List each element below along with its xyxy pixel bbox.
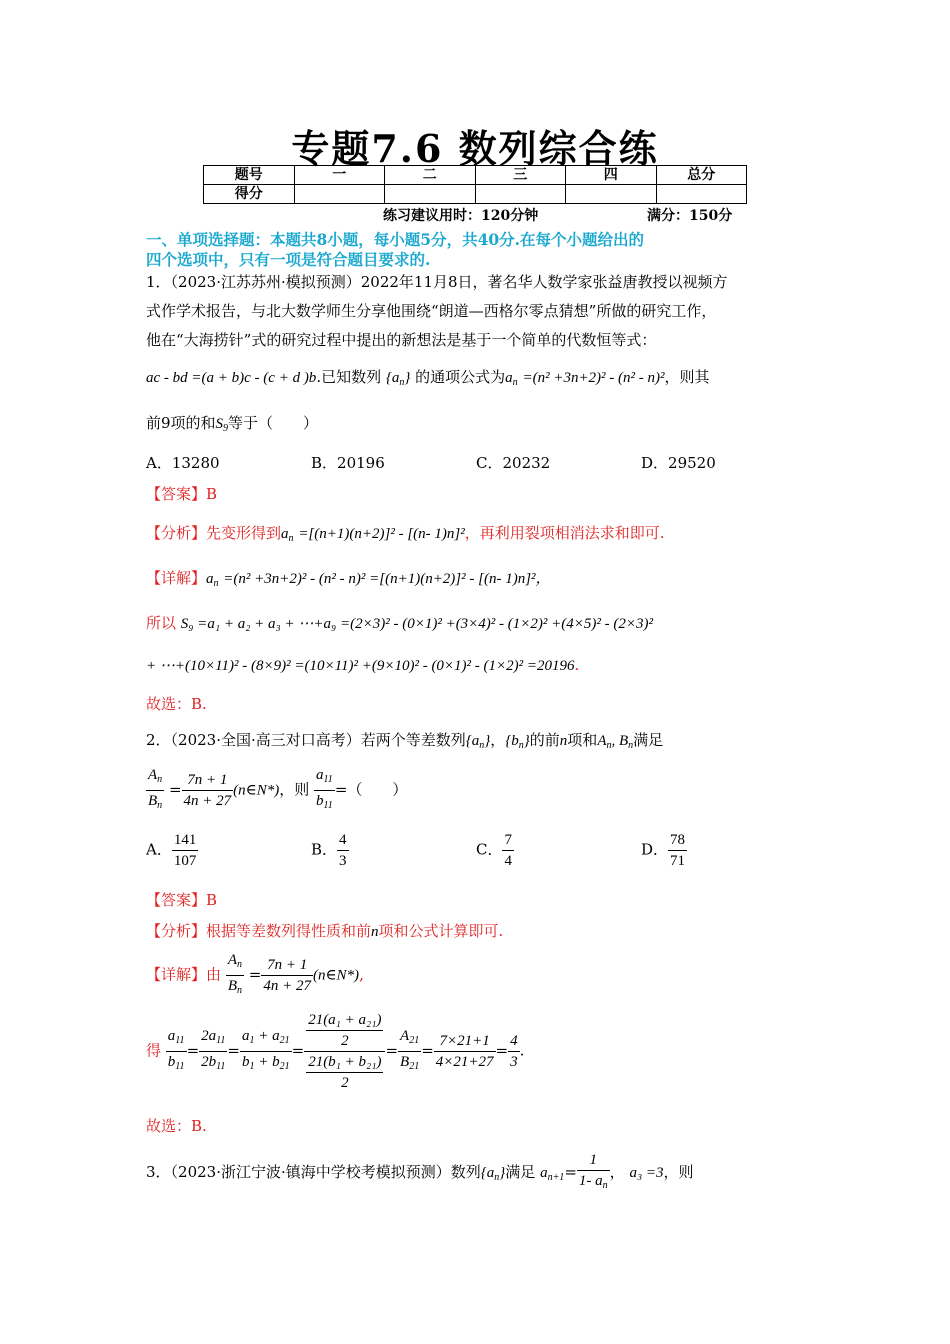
derivation-term: 3 — [510, 1054, 518, 1070]
q2-option-d — [641, 830, 687, 871]
text-span: 3．（2023·浙江宁波·镇海中学校考模拟预测）数列 — [146, 1163, 481, 1181]
derivation-term: 7×21+1 — [434, 1031, 496, 1052]
formula: =(n² +3n+2)² - (n² - n)² =[(n+1)(n+2)]² - [(n- 1)n]²， — [223, 571, 551, 587]
page-title: 专题7.6 数列综合练 — [291, 126, 659, 171]
option-d: D．29520 — [641, 454, 716, 472]
text-span: 先变形得到 — [206, 524, 282, 542]
option-numerator: 78 — [668, 830, 687, 851]
table-cell — [475, 185, 566, 204]
table-cell: 一 — [294, 166, 385, 185]
condition-denominator: 4n + 27 — [263, 978, 311, 994]
option-c: C．20232 — [476, 454, 551, 472]
general-term-formula: =(n² +3n+2)² - (n² - n)² — [522, 370, 665, 386]
q2-answer — [146, 889, 217, 911]
q2-derivation: 得 $\frac{a_{11}}{b_{11}}$ = $\frac{2a_{11}}{2b_{11}}$ = $\frac{a_1 + a_{21}}{b_1 + b_{21}}$ = $\frac{\frac{\text{21(a₁ + a₂₁)}}{2}}{\frac{\text{21(b₁ + b₂₁)}}{2}}$ = $\frac{A_{21}}{B_{21}}$ = $\frac{7\times 21+1}{4\times 21+27}$ = $\frac{4}{3}$ . — [146, 1012, 525, 1091]
q1-text-line: 1．（2023·江苏苏州·模拟预测）2022年11月8日，著名华人数学家张益唐教授以视频方 — [146, 273, 728, 291]
score-table-header — [204, 166, 747, 185]
answer-tag: 【答案】 — [146, 485, 207, 503]
q2-analysis: 【分析】根据等差数列得性质和前n项和公式计算即可. — [146, 922, 504, 940]
text-span: ，再利用裂项相消法求和即可. — [464, 524, 665, 542]
table-cell — [385, 185, 476, 204]
text-span: 由 — [206, 965, 222, 984]
q1-question-line: 前9项的和$S_9$等于（ ） — [146, 414, 319, 434]
text-span: 2．（2023·全国·高三对口高考）若两个等差数列 — [146, 731, 466, 749]
derivation-term: 4 — [508, 1031, 520, 1052]
full-score: 满分：150分 — [647, 208, 733, 224]
analysis-tag: 【分析】 — [146, 524, 207, 542]
text-span: 等于（ ） — [228, 414, 319, 432]
option-label: C． — [476, 840, 503, 859]
q2-condition: $\frac{A_n}{B_n}$ = $\frac{7n + 1}{4n + 27}$ (n∈N*)，则 $\frac{a_{11}}{b_{11}}$ =（ ） — [148, 767, 408, 811]
table-cell — [566, 185, 657, 204]
condition-numerator: 7n + 1 — [182, 770, 234, 791]
q1-detail: 【详解】$a_n =(n^2 +3n+2)^2 - (n^2 - n)^2 =[(n+1)(n+2)]^2 - [(n-$ 1)n]²， — [146, 569, 551, 589]
section-line: 一、单项选择题：本题共8小题，每小题5分，共40分.在每个小题给出的 — [146, 230, 645, 249]
option-denominator: 71 — [670, 853, 686, 869]
answer-value: B — [206, 891, 218, 909]
derivation-term: 21(b₁ + b₂₁) — [306, 1052, 383, 1073]
condition-numerator: 7n + 1 — [261, 955, 313, 976]
option-numerator: 4 — [337, 830, 349, 851]
derivation-term: 4×21+27 — [435, 1054, 494, 1070]
q1-answer — [146, 483, 217, 505]
q1-sum-line-2: + ⋯+(10×11)² - (8×9)² =(10×11)² +(9×10)² - (0×1)² - (1×2)² =20196. — [146, 656, 580, 674]
text-span: 的前 — [529, 731, 560, 749]
text-span: 的通项公式为 — [415, 368, 506, 386]
q2-option-a — [146, 830, 198, 871]
section-line: 四个选项中，只有一项是符合题目要求的. — [146, 250, 431, 269]
sequence-a: $\{a_n\}$ — [385, 370, 411, 388]
condition-domain: (n∈N*) — [233, 782, 280, 799]
q2-detail: 【详解】由 $\frac{A_n}{B_n}$ = $\frac{7n + 1}{4n + 27}$ (n∈N*), — [146, 952, 364, 996]
text-span: 前9项的和 — [146, 414, 216, 432]
option-numerator: 141 — [172, 830, 199, 851]
answer-value: B — [206, 485, 218, 503]
term-a: a — [505, 370, 513, 386]
condition-denominator: 4n + 27 — [183, 793, 232, 809]
q1-sum-line — [146, 612, 653, 635]
text-span: ，则 — [663, 1163, 694, 1181]
table-cell — [294, 185, 385, 204]
option-denominator: 4 — [504, 853, 512, 869]
score-table-row — [204, 185, 747, 204]
option-b: B．20196 — [311, 454, 385, 472]
q2-option-c — [476, 830, 514, 871]
q2-conclusion: 故选：B. — [146, 1117, 207, 1135]
q3-text-line: 3．（2023·浙江宁波·镇海中学校考模拟预测）数列$\{a_n\}$满足 $a_{n+1}=$ $\frac{1}{1- a_n}$ ， a₃ =3，则 — [146, 1152, 694, 1191]
suggested-time: 练习建议用时：120分钟 — [383, 208, 539, 224]
text-span: ，则其 — [664, 368, 710, 386]
text-span: , — [359, 965, 364, 984]
option-denominator: 3 — [339, 853, 347, 869]
formula: S₉ =a₁ + a₂ + a₃ + ⋯+a₉ =(2×3)² - (0×1)² +(3×4)² - (1×2)² +(4×5)² - (2×3)² — [180, 616, 653, 632]
text-span: 所以 — [146, 614, 177, 632]
option-numerator: 7 — [502, 830, 514, 851]
detail-tag: 【详解】 — [146, 965, 207, 984]
q1-conclusion: 故选：B. — [146, 695, 207, 713]
score-table — [203, 165, 747, 204]
table-cell — [656, 185, 747, 204]
option-a: A．13280 — [146, 454, 220, 472]
text-span: ，则 — [279, 780, 310, 799]
q2-text-line: 2．（2023·全国·高三对口高考）若两个等差数列$\{a_n\}$，$\{b_n\}$的前n项和$A_n$, $B_n$满足 — [146, 731, 664, 751]
formula: =[(n+1)(n+2)]² - [(n- 1)n]² — [298, 526, 465, 542]
q1-text-line: 他在“大海捞针”式的研究过程中提出的新想法是基于一个简单的代数恒等式： — [146, 331, 657, 349]
table-cell: 得分 — [204, 185, 295, 204]
option-label: A． — [146, 840, 172, 859]
analysis-tag: 【分析】 — [146, 922, 207, 940]
option-label: D． — [641, 840, 669, 859]
text-span: ， — [490, 731, 506, 749]
table-cell: 二 — [385, 166, 476, 185]
answer-tag: 【答案】 — [146, 891, 207, 909]
formula: a₃ =3 — [629, 1165, 664, 1181]
formula: + ⋯+(10×11)² - (8×9)² =(10×11)² +(9×10)² - (0×1)² - (1×2)² =20196 — [146, 658, 575, 674]
q1-identity-line: ac - bd =(a + b)c - (c + d )b.已知数列 $\{a_n\}$ 的通项公式为$a_n =(n^2 +3n+2)^2 - (n^2 - n)^2$，则其 — [146, 368, 710, 388]
derivation-term: 2 — [341, 1075, 349, 1091]
text-span: 根据等差数列得性质和前 — [206, 922, 372, 940]
table-cell: 总分 — [656, 166, 747, 185]
table-cell: 三 — [475, 166, 566, 185]
detail-tag: 【详解】 — [146, 569, 207, 587]
identity-formula: ac - bd =(a + b)c - (c + d )b — [146, 370, 317, 386]
text-span: 满足 — [633, 731, 664, 749]
text-span: 满足 — [505, 1163, 536, 1181]
text-span: 项和公式计算即可. — [378, 922, 504, 940]
text-span: .已知数列 — [316, 368, 382, 386]
text-span: 得 — [146, 1041, 162, 1060]
text-span: ， — [609, 1163, 625, 1181]
condition-domain: (n∈N*) — [312, 967, 360, 984]
table-cell: 四 — [566, 166, 657, 185]
text-span: =（ ） — [334, 780, 408, 799]
derivation-term: 21(a₁ + a₂₁) — [306, 1010, 383, 1031]
table-cell: 题号 — [204, 166, 295, 185]
option-denominator: 107 — [173, 853, 197, 869]
q1-text-line: 式作学术报告，与北大数学师生分享他围绕“朗道—西格尔零点猜想”所做的研究工作， — [146, 302, 717, 320]
derivation-term: 2 — [341, 1033, 349, 1049]
q2-option-b — [311, 830, 349, 871]
option-label: B． — [311, 840, 338, 859]
text-span: 项和 — [567, 731, 598, 749]
q1-analysis: 【分析】先变形得到$a_n =[(n+1)(n+2)]^2 - [(n-$ 1)n]²，再利用裂项相消法求和即可. — [146, 524, 665, 544]
section-heading — [146, 230, 644, 270]
